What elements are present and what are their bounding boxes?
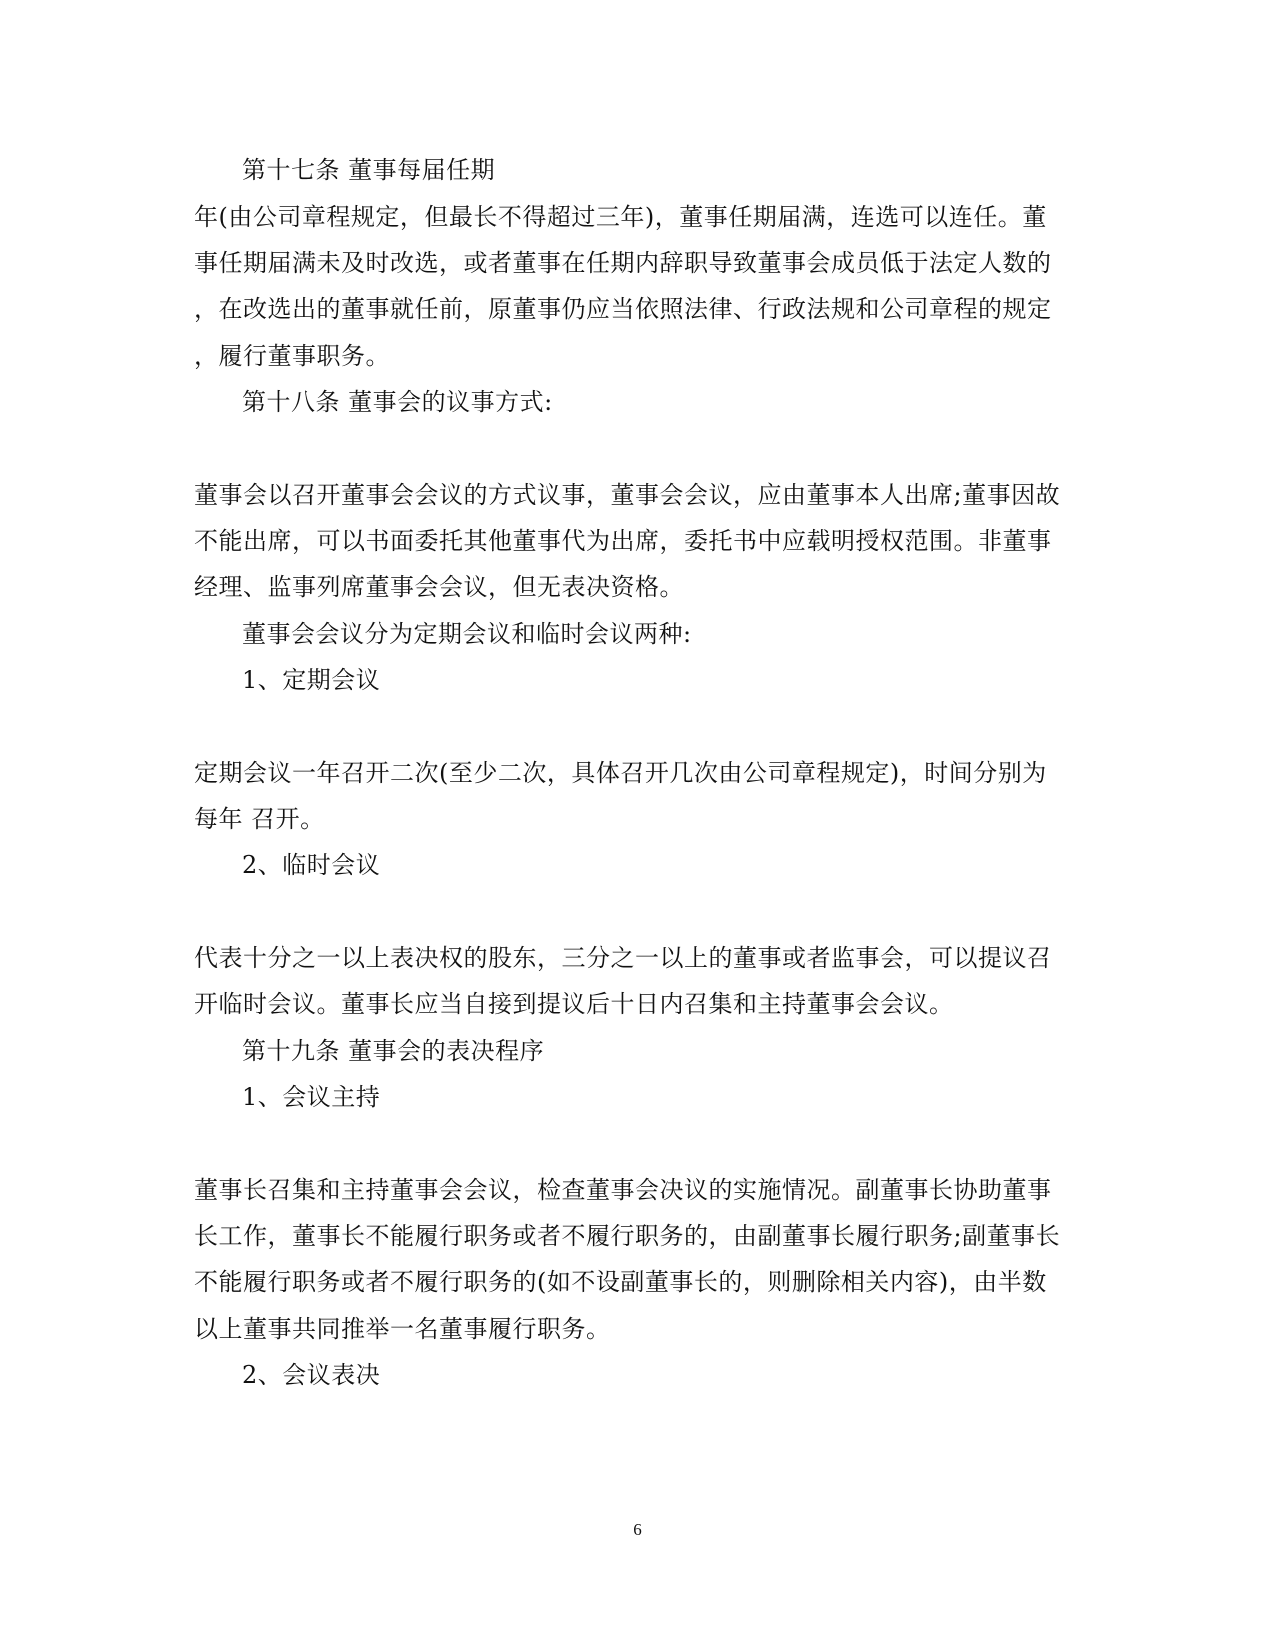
text-line: 年(由公司章程规定，但最长不得超过三年)，董事任期届满，连选可以连任。董 bbox=[194, 203, 1047, 231]
list-item-heading: 1、会议主持 bbox=[242, 1083, 381, 1111]
text-line: 不能履行职务或者不履行职务的(如不设副董事长的，则删除相关内容)，由半数 bbox=[194, 1268, 1047, 1296]
text-line: 不能出席，可以书面委托其他董事代为出席，委托书中应载明授权范围。非董事 bbox=[194, 527, 1052, 555]
article-18-heading: 第十八条 董事会的议事方式: bbox=[242, 388, 553, 416]
list-item-heading: 2、临时会议 bbox=[242, 851, 381, 879]
text-line: 代表十分之一以上表决权的股东，三分之一以上的董事或者监事会，可以提议召 bbox=[194, 944, 1052, 972]
article-17-heading: 第十七条 董事每届任期 bbox=[242, 156, 496, 184]
text-line: 董事会以召开董事会会议的方式议事，董事会会议，应由董事本人出席;董事因故 bbox=[194, 481, 1061, 509]
text-line: 董事会会议分为定期会议和临时会议两种: bbox=[242, 620, 692, 648]
page-number: 6 bbox=[633, 1520, 642, 1539]
text-line: ，履行董事职务。 bbox=[194, 342, 390, 370]
text-line: 每年 召开。 bbox=[194, 805, 325, 833]
text-line: 事任期届满未及时改选，或者董事在任期内辞职导致董事会成员低于法定人数的 bbox=[194, 249, 1052, 277]
text-line: ，在改选出的董事就任前，原董事仍应当依照法律、行政法规和公司章程的规定 bbox=[194, 295, 1052, 323]
article-19-heading: 第十九条 董事会的表决程序 bbox=[242, 1037, 545, 1065]
text-line: 定期会议一年召开二次(至少二次，具体召开几次由公司章程规定)，时间分别为 bbox=[194, 759, 1047, 787]
text-line: 经理、监事列席董事会会议，但无表决资格。 bbox=[194, 573, 684, 601]
text-line: 开临时会议。董事长应当自接到提议后十日内召集和主持董事会会议。 bbox=[194, 990, 954, 1018]
text-line: 董事长召集和主持董事会会议，检查董事会决议的实施情况。副董事长协助董事 bbox=[194, 1176, 1052, 1204]
text-line: 长工作，董事长不能履行职务或者不履行职务的，由副董事长履行职务;副董事长 bbox=[194, 1222, 1061, 1250]
list-item-heading: 1、定期会议 bbox=[242, 666, 381, 694]
text-line: 以上董事共同推举一名董事履行职务。 bbox=[194, 1315, 611, 1343]
list-item-heading: 2、会议表决 bbox=[242, 1361, 381, 1389]
